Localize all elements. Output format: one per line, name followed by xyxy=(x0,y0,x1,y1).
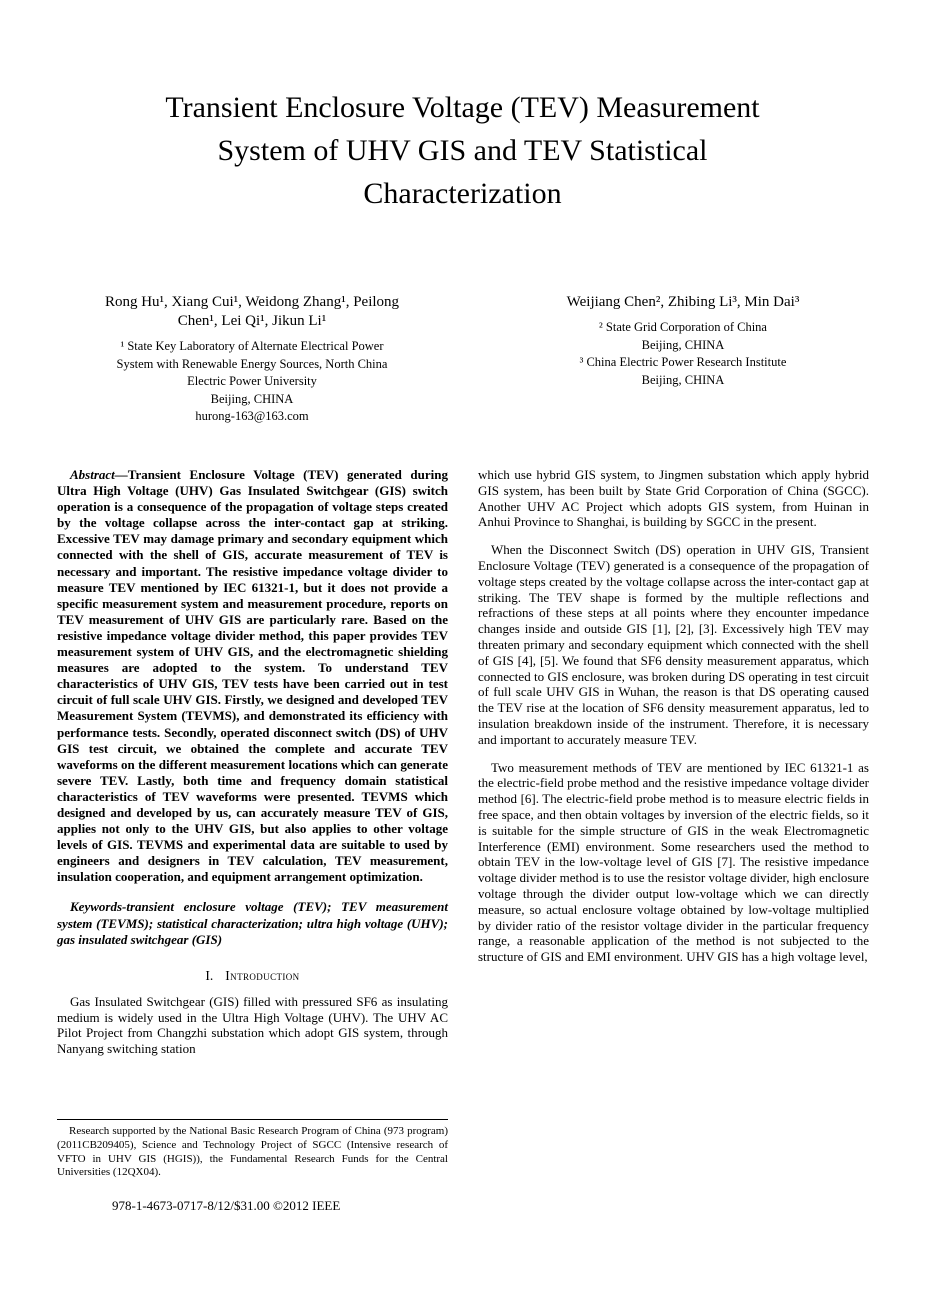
intro-paragraph: Gas Insulated Switchgear (GIS) filled with pressured SF6 as insulating medium is widely used in the Ultra High Voltage (UHV). The UHV AC Pilot Project from Changzhi substation which adopt GIS system, through Nanyang switching station xyxy=(57,993,448,1057)
keywords-paragraph: Keywords-transient enclosure voltage (TEV); TEV measurement system (TEVMS); statistical characterization; ultra high voltage (UHV); gas insulated switchgear (GIS) xyxy=(57,899,448,947)
body-paragraph: When the Disconnect Switch (DS) operation in UHV GIS, Transient Enclosure Voltage (TEV) generated is a consequence of the propagation of voltage steps created by the voltage collapse across the inter-contact gap at striking. The TEV shape is formed by the multiple reflections and refractions of these steps at all points where they encounter impedance changes inside and outside GIS [1], [2], [3]. Excessively high TEV may threaten primary and secondary equipment which connected with the shell of GIS [4], [5]. We found that SF6 density measurement apparatus, which connected to GIS enclosure, was broken during DS operating in test circuit of full scale UHV GIS in Wuhan, the reason is that DS operating caused the TEV rise at the location of SF6 density measurement apparatus, led to insulation breakdown inside of the instrument. Therefore, it is necessary and important to accurately measure TEV. xyxy=(478,542,869,747)
abstract-text: Transient Enclosure Voltage (TEV) generated during Ultra High Voltage (UHV) Gas Insulated Switchgear (GIS) switch operation is a consequence of the propagation of voltage steps created by the voltage collapse across the inter-contact gap at striking. Excessive TEV may damage primary and secondary equipment which connected with the shell of GIS, accurate measurement of TEV is necessary and important. The resistive impedance voltage divider to measure TEV mentioned by IEC 61321-1, but it does not provide a specific measurement system and measurement procedure, reports on TEV measurement of UHV GIS are particularly rare. Based on the resistive impedance voltage divider method, this paper provides TEV measurement system of UHV GIS, and the electromagnetic shielding measures are adopted to the system. To understand TEV characteristics of UHV GIS, TEV tests have been carried out in test circuit of full scale UHV GIS. Firstly, we designed and developed TEV Measurement System (TEVMS), and demonstrated its efficiency with performance tests. Secondly, operated disconnect switch (DS) of UHV GIS test circuit, we obtained the complete and accurate TEV waveforms on the different measurement locations which can generate severe TEV. Lastly, both time and frequency domain statistical characteristics of TEV waveforms were presented. TEVMS which designed and developed by us, can accurately measure TEV of GIS, applies not only to the UHV GIS, but also applies to other voltage levels of GIS. TEVMS and experimental data are suitable to used by engineers and designers in TEV calculation, TEV measurement, insulation cooperation, and equipment arrangement optimization. xyxy=(57,467,448,885)
author-names xyxy=(483,293,883,312)
left-column xyxy=(57,467,448,1057)
section-heading-introduction xyxy=(57,968,448,984)
paper-title-line: Transient Enclosure Voltage (TEV) Measurement xyxy=(165,91,760,124)
affiliation-line: ¹ State Key Laboratory of Alternate Electrical Power xyxy=(120,339,384,353)
right-column xyxy=(478,467,869,965)
abstract-paragraph xyxy=(57,467,448,885)
author-affiliation xyxy=(62,338,442,426)
affiliation-line: Beijing, CHINA xyxy=(641,372,725,387)
affiliation-line: System with Renewable Energy Sources, North China xyxy=(116,356,388,371)
copyright-notice: 978-1-4673-0717-8/12/$31.00 ©2012 IEEE xyxy=(112,1198,341,1213)
affiliation-line: ² State Grid Corporation of China xyxy=(599,320,767,334)
footnote xyxy=(57,1119,448,1180)
author-affiliation xyxy=(483,319,883,389)
author-names xyxy=(62,293,442,331)
footnote-text: Research supported by the National Basic Research Program of China (973 program) (2011CB209405), Science and Technology Project of SGCC (Intensive research of VFTO in UHV GIS (HGIS)), the Fundamental Research Funds for the Central Universities (12QX04). xyxy=(57,1125,448,1179)
paper-title-line: Characterization xyxy=(363,177,562,210)
affiliation-line: Electric Power University xyxy=(187,374,317,388)
body-paragraph: Two measurement methods of TEV are mentioned by IEC 61321-1 as the electric-field probe method and the resistive impedance voltage divider method [6]. The electric-field probe method is to measure electric fields in free space, and then obtain voltages by inversion of the electric fields, so it is suitable for the simple structure of GIS in the weak Electromagnetic Interference (EMI) environment. Some researchers used the method to obtain TEV in the low-voltage level of GIS [7]. The resistive impedance voltage divider method is to use the resistor voltage divider, high enclosure voltage through the divider output low-voltage which we can directly measure, so actual enclosure voltage obtained by low-voltage multiplied by divider ratio of the resistor voltage divider in the particular frequency range, a reasonable application of the method is not subjected to the structure of GIS and EMI environment. UHV GIS has a high voltage level, xyxy=(478,759,869,965)
section-title: Introduction xyxy=(225,967,300,983)
section-number: I. xyxy=(205,967,214,983)
author-group-left xyxy=(62,293,442,426)
author-names-line: Chen¹, Lei Qi¹, Jikun Li¹ xyxy=(177,313,327,329)
body-paragraph: which use hybrid GIS system, to Jingmen substation which apply hybrid GIS system, has been built by State Grid Corporation of China (SGCC). Another UHV AC Project which adopts GIS system, from Huinan in Anhui Province to Shanghai, is building by SGCC in the present. xyxy=(478,467,869,530)
affiliation-line: ³ China Electric Power Research Institute xyxy=(579,355,787,369)
author-names-line: Rong Hu¹, Xiang Cui¹, Weidong Zhang¹, Peilong xyxy=(104,294,400,310)
footnote-rule xyxy=(57,1119,448,1120)
author-group-right xyxy=(483,293,883,389)
paper-title xyxy=(82,86,843,215)
paper-title-line: System of UHV GIS and TEV Statistical xyxy=(217,134,708,167)
affiliation-line: Beijing, CHINA xyxy=(641,337,725,352)
abstract-label: Abstract— xyxy=(70,467,128,482)
author-names-line: Weijiang Chen², Zhibing Li³, Min Dai³ xyxy=(566,294,800,310)
email-text: hurong-163@163.com xyxy=(195,409,309,423)
affiliation-line: Beijing, CHINA xyxy=(210,391,294,406)
